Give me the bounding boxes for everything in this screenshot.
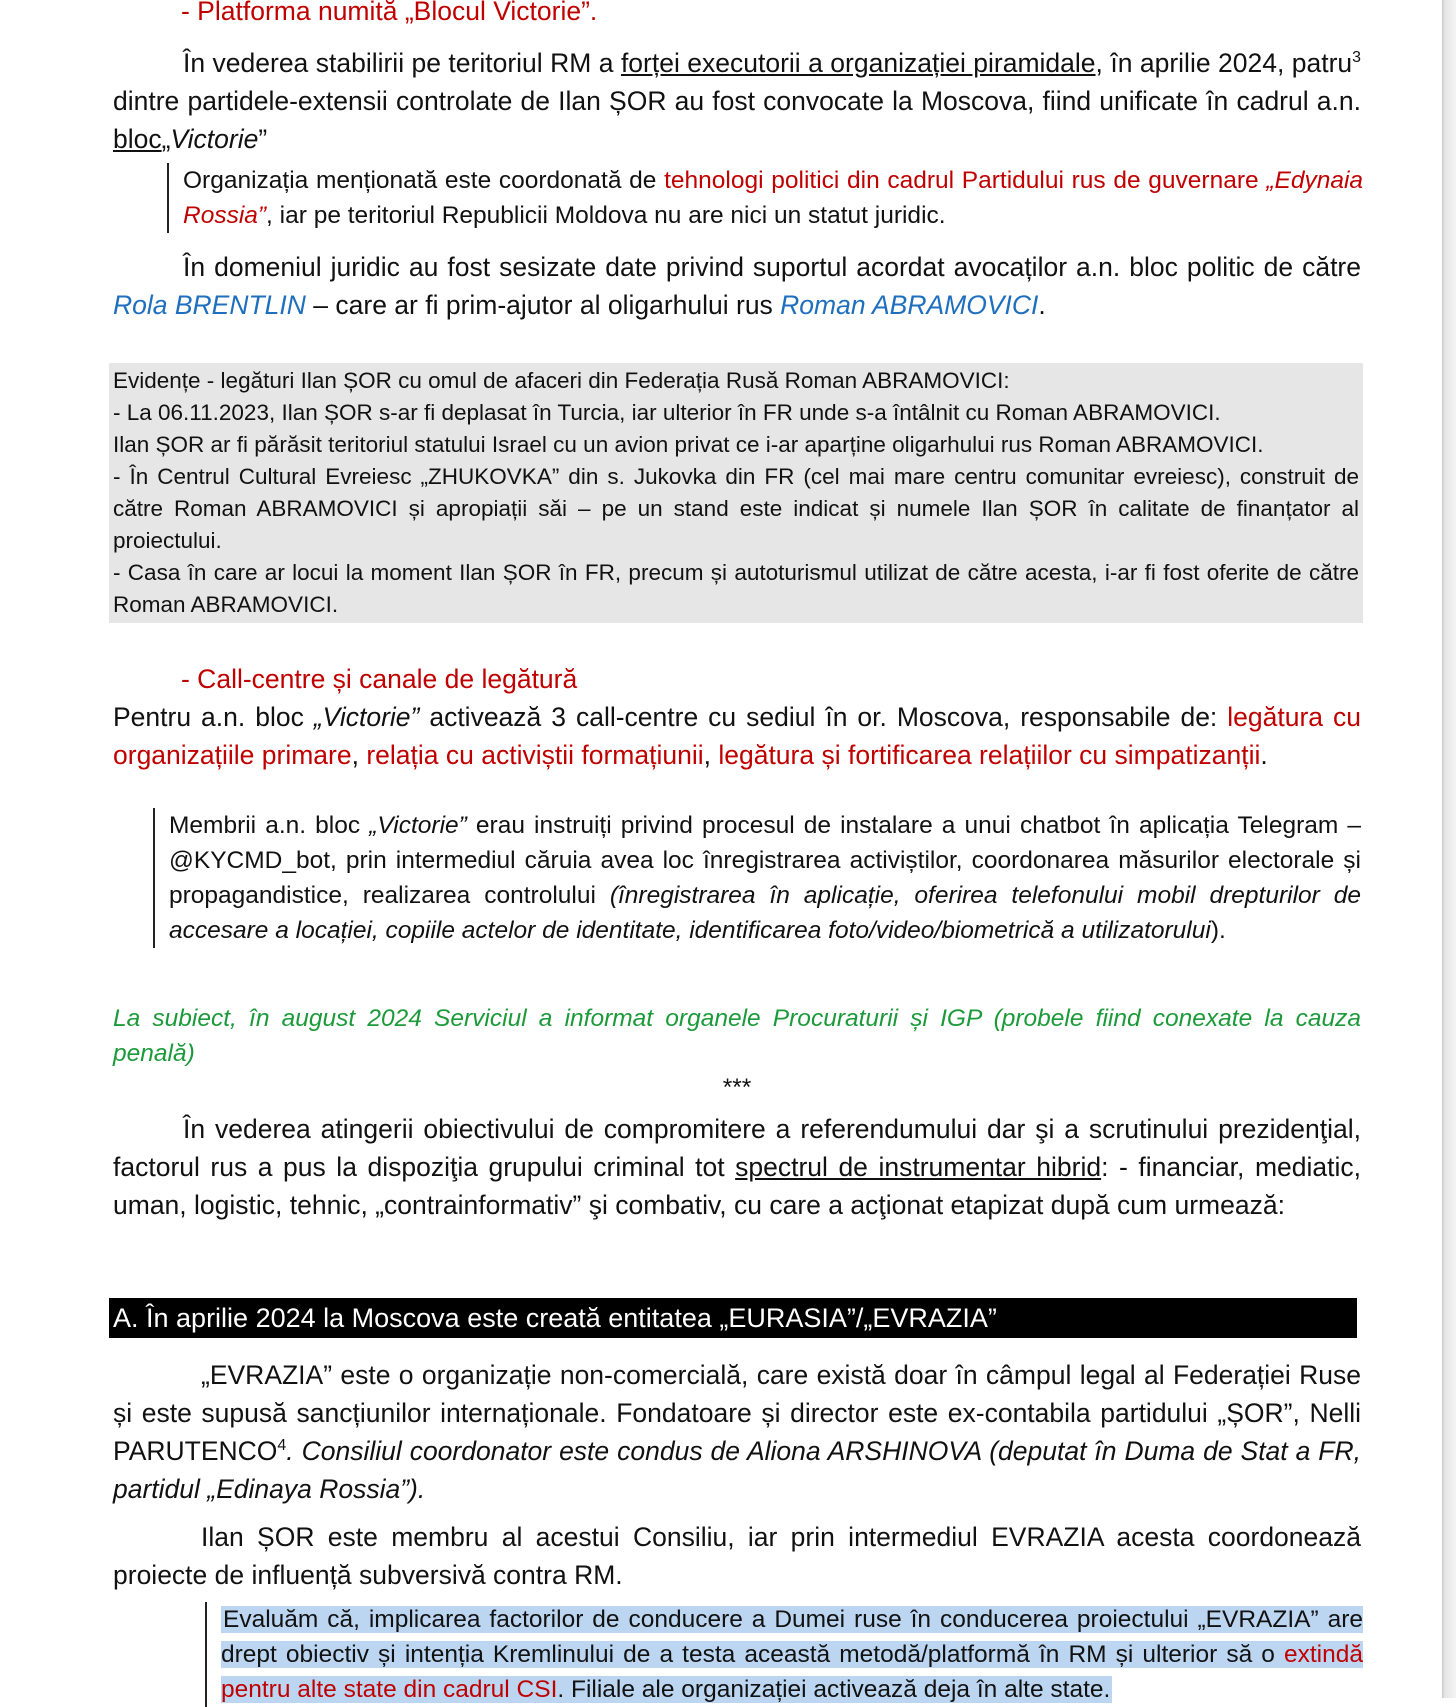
heading-call-centre: - Call-centre și canale de legătură [181, 664, 578, 694]
evidence-box [109, 363, 1363, 623]
section-separator: *** [722, 1074, 752, 1101]
evidence-line: Evidențe - legături Ilan ȘOR cu omul de afaceri din Federația Rusă Roman ABRAMOVICI: [113, 368, 1010, 393]
note-chatbot: Membrii a.n. bloc „Victorie” erau instruiți privind procesul de instalare a unui chatbot în aplicația Telegram – @KYCMD_bot, prin intermediul căruia avea loc înregistrarea activiștilor, coordonarea măsurilor electorale și propagandistice, realizarea controlului (înregistrarea în aplicație, oferirea telefonului mobil drepturilor de accesare a locației, copiile actelor de identitate, identificarea foto/video/biometrică a utilizatorului). [169, 812, 1361, 944]
paragraph-bloc-victorie: În vederea stabilirii pe teritoriul RM a forței executorii a organizației piramidale, în aprilie 2024, patru$^3$ dintre partidele-extensii controlate de Ilan ȘOR au fost convocate la Moscova, fiind unificate în cadrul a.n. bloc„Victorie” [113, 48, 1361, 154]
paragraph-instrumentar-hibrid: În vederea atingerii obiectivului de compromitere a referendumului dar şi a scrutinului prezidenţial, factorul rus a pus la dispoziţia grupului criminal tot spectrul de instrumentar hibrid: - financiar, mediatic, uman, logistic, tehnic, „contrainformativ” şi combativ, cu care a acţionat etapizat după cum urmează: [113, 1114, 1361, 1220]
evidence-line: Ilan ȘOR ar fi părăsit teritoriul statului Israel cu un avion privat ce i-ar aparține oligarhului rus Roman ABRAMOVICI. [113, 432, 1264, 457]
note-evaluam: Evaluăm că, implicarea factorilor de conducere a Dumei ruse în conducerea proiectului „EVRAZIA” are drept obiectiv și intenția Kremlinului de a testa această metodă/platformă în RM și ulterior să o extindă pentru alte state din cadrul CSI. Filiale ale organizației activează deja în alte state. [221, 1606, 1363, 1703]
evidence-line: - Casa în care ar locui la moment Ilan ȘOR în FR, precum și autoturismul utilizat de către acesta, i-ar fi fost oferite de către Roman ABRAMOVICI. [113, 560, 1359, 617]
note-organizatia-coordonata: Organizația menționată este coordonată de tehnologi politici din cadrul Partidului rus de guvernare „Edynaia Rossia”, iar pe teritoriul Republicii Moldova nu are nici un statut juridic. [183, 167, 1364, 229]
paragraph-evrazia: „EVRAZIA” este o organizație non-comercială, care există doar în câmpul legal al Federației Ruse și este supusă sancțiunilor internaționale. Fondatoare și director este ex-contabila partidului „ȘOR”, Nelli PARUTENCO$^4$. Consiliul coordonator este condus de Aliona ARSHINOVA (deputat în Duma de Stat a FR, partidul „Edinaya Rossia”). [113, 1360, 1361, 1504]
page-edge-shadow [1442, 0, 1456, 1698]
section-heading-a: A. În aprilie 2024 la Moscova este creată entitatea „EURASIA”/„EVRAZIA” [109, 1298, 1357, 1338]
heading-platforma: - Platforma numită „Blocul Victorie”. [181, 0, 598, 26]
paragraph-domeniul-juridic: În domeniul juridic au fost sesizate date privind suportul acordat avocaților a.n. bloc politic de către Rola BRENTLIN – care ar fi prim-ajutor al oligarhului rus Roman ABRAMOVICI. [113, 252, 1361, 320]
note-procuratura: La subiect, în august 2024 Serviciul a informat organele Procuraturii și IGP (probele fiind conexate la cauza penală) [113, 1005, 1361, 1067]
evidence-line: - În Centrul Cultural Evreiesc „ZHUKOVKA” din s. Jukovka din FR (cel mai mare centru comunitar evreiesc), construit de către Roman ABRAMOVICI și apropiații săi – pe un stand este indicat și numele Ilan ȘOR în calitate de finanțator al proiectului. [113, 464, 1359, 553]
evidence-line: - La 06.11.2023, Ilan ȘOR s-ar fi deplasat în Turcia, iar ulterior în FR unde s-a întâlnit cu Roman ABRAMOVICI. [113, 400, 1221, 425]
paragraph-consiliu: Ilan ȘOR este membru al acestui Consiliu, iar prin intermediul EVRAZIA acesta coordonează proiecte de influență subversivă contra RM. [113, 1522, 1361, 1590]
paragraph-call-centre: Pentru a.n. bloc „Victorie” activează 3 call-centre cu sediul în or. Moscova, responsabile de: legătura cu organizațiile primare, relația cu activiștii formațiunii, legătura și fortificarea relațiilor cu simpatizanții. [113, 702, 1361, 770]
